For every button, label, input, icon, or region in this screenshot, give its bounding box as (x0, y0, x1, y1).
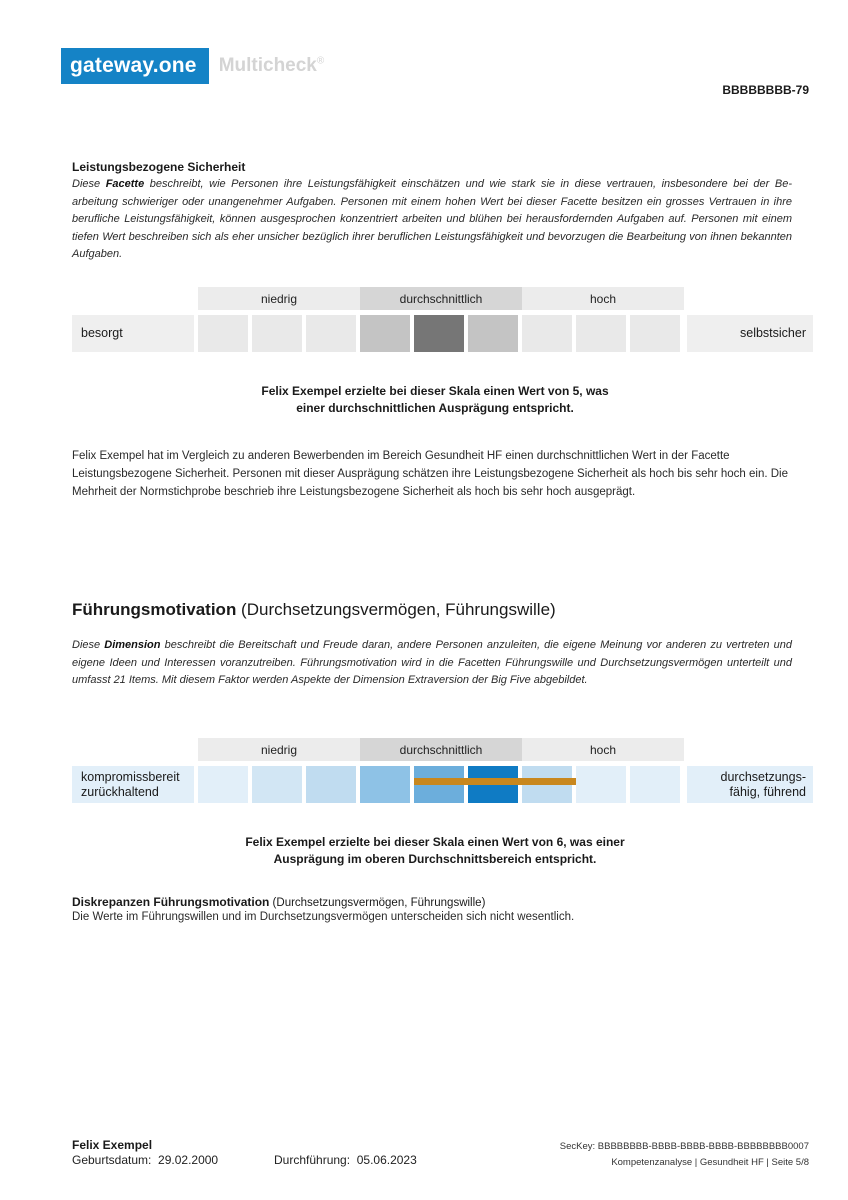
scale-cell-4 (360, 766, 410, 803)
scale-cell-8 (576, 766, 626, 803)
dimension-title: Führungsmotivation (Durchsetzungsvermögen, Führungswille) (72, 600, 556, 619)
band-average: durchschnittlich (360, 287, 522, 310)
scale-left-label: besorgt (72, 315, 194, 352)
scale-cell-7 (522, 315, 572, 352)
scale-cell-4 (360, 315, 410, 352)
facet-description: Diese Facette beschreibt, wie Personen ihre Leistungsfähigkeit einschätzen und wie stark sie in diese vertrauen, insbesondere bei der Be-arbeitung schwieriger oder unangenehmer Aufgaben. Personen mit einem hohen Wert bei dieser Facette besitzen ein grosses Vertrauen in ihre berufliche Leistungsfähigkeit, können ausgesprochen konzentriert arbeiten und blühen bei herausfordernden Aufgaben auf. Personen mit einem tiefen Wert beschreiben sich als eher unsicher bezüglich ihrer beruflichen Leistungsfähigkeit und bevorzugen die Bearbeitung von ihnen bekannten Aufgaben. (72, 178, 792, 260)
band-low: niedrig (198, 287, 360, 310)
range-bar (414, 778, 576, 785)
band-high: hoch (522, 738, 684, 761)
scale-cell-5 (414, 315, 464, 352)
scale-cell-9 (630, 766, 680, 803)
scale-cell-3 (306, 315, 356, 352)
band-average: durchschnittlich (360, 738, 522, 761)
footer-name: Felix Exempel (72, 1138, 153, 1152)
scale-cell-1 (198, 315, 248, 352)
scale-right-label: durchsetzungs- fähig, führend (687, 766, 813, 803)
scale-cell-1 (198, 766, 248, 803)
dimension-result-line-2: Ausprägung im oberen Durchschnittsbereich entspricht. (273, 851, 597, 866)
logo (61, 48, 324, 84)
document-code: BBBBBBBB-79 (722, 83, 809, 97)
footer-birthdate: Geburtsdatum: 29.02.2000 (72, 1153, 219, 1167)
logo-text: gateway.one (61, 48, 209, 84)
scale-cell-2 (252, 766, 302, 803)
discrepancy-text: Die Werte im Führungswillen und im Durchsetzungsvermögen unterscheiden sich nicht wesentlich. (72, 911, 575, 923)
dimension-result (200, 834, 670, 867)
footer-report-info: Kompetenzanalyse | Gesundheit HF | Seite 5/8 (611, 1157, 809, 1168)
scale-cell-8 (576, 315, 626, 352)
facet-title: Leistungsbezogene Sicherheit (72, 160, 246, 174)
scale-left-label: kompromissbereit zurückhaltend (72, 766, 194, 803)
scale-right-label: selbstsicher (687, 315, 813, 352)
band-low: niedrig (198, 738, 360, 761)
facet-result-line-1: Felix Exempel erzielte bei dieser Skala einen Wert von 5, was (261, 384, 609, 398)
dimension-result-line-1: Felix Exempel erzielte bei dieser Skala einen Wert von 6, was einer (245, 835, 625, 849)
scale-cell-3 (306, 766, 356, 803)
band-high: hoch (522, 287, 684, 310)
discrepancy-title: Diskrepanzen Führungsmotivation (Durchsetzungsvermögen, Führungswille) (72, 895, 486, 909)
dimension-description: Diese Dimension beschreibt die Bereitschaft und Freude daran, andere Personen anzuleiten, die eigene Meinung vor anderen zu vertreten und eigene Ideen und Interessen voranzutreiben. Führungsmotivation wird in die Facetten Führungswille und Durchsetzungsvermögen unterteilt und umfasst 21 Items. Mit diesem Faktor werden Aspekte der Dimension Extraversion der Big Five abgebildet. (72, 639, 792, 686)
facet-result (200, 383, 670, 416)
facet-result-line-2: einer durchschnittlichen Ausprägung entspricht. (296, 400, 574, 415)
facet-interpretation: Felix Exempel hat im Vergleich zu anderen Bewerbenden im Bereich Gesundheit HF einen durchschnittlichen Wert in der Facette Leistungsbezogene Sicherheit. Personen mit dieser Ausprägung schätzen ihre Leistungsbezogene Sicherheit als hoch bis sehr hoch ein. Die Mehrheit der Normstichprobe beschrieb ihre Leistungsbezogene Sicherheit als hoch bis sehr hoch ausgeprägt. (72, 450, 789, 498)
scale-cell-9 (630, 315, 680, 352)
logo-subtitle: Multicheck® (218, 55, 325, 76)
footer-execution-date: Durchführung: 05.06.2023 (274, 1153, 417, 1167)
scale-cell-6 (468, 315, 518, 352)
scale-cell-2 (252, 315, 302, 352)
footer-seckey: SecKey: BBBBBBBB-BBBB-BBBB-BBBB-BBBBBBBB0007 (559, 1141, 809, 1152)
